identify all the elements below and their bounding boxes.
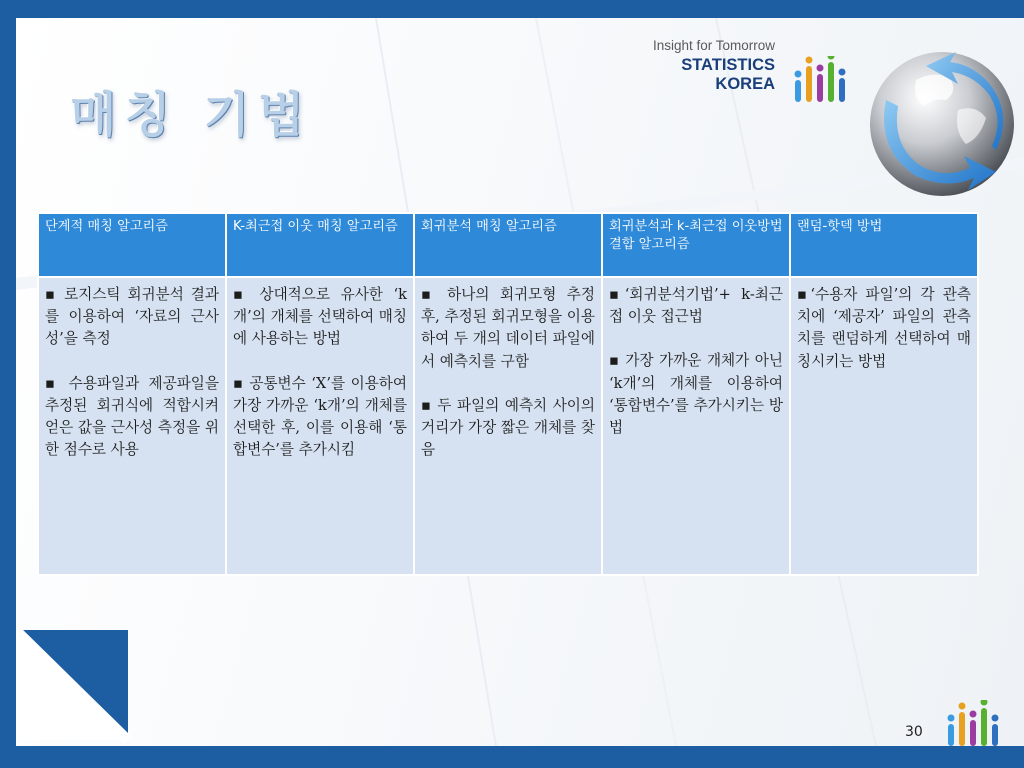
logo-dot [806,57,813,64]
logo-bar [959,712,965,746]
logo-bar [795,80,801,102]
logo-tagline: Insight for Tomorrow [652,38,775,53]
header-cell: 회귀분석과 k-최근접 이웃방법 결합 알고리즘 [603,214,789,276]
page-number: 30 [905,724,923,740]
logo-dot [828,56,835,60]
table-cell [603,278,789,574]
globe-icon [846,40,1024,210]
header-cell: 회귀분석 매칭 알고리즘 [415,214,601,276]
table-cell [415,278,601,574]
bullet-text: ▪‘수용자 파일’의 각 관측치에 ‘제공자’ 파일의 관측치를 랜덤하게 선택하여 매칭시키는 방법 [797,286,971,370]
header-cell: 단계적 매칭 알고리즘 [39,214,225,276]
table-header-row [39,214,977,276]
table-cell [791,278,977,574]
logo-dot [817,65,824,72]
bullet-text: ▪‘회귀분석기법’+ k-최근접 이웃 접근법 [609,286,783,326]
bullet-text: ▪ 하나의 회귀모형 추정 후, 추정된 회귀모형을 이용하여 두 개의 데이터 파일에서 예측치를 구함 [421,286,595,370]
logo-bar [992,724,998,746]
logo-bar [981,708,987,746]
bullet-text: ▪ 두 파일의 예측치 사이의 거리가 가장 짧은 개체를 찾음 [421,396,595,459]
header-cell: K-최근접 이웃 매칭 알고리즘 [227,214,413,276]
logo-dot [981,700,988,706]
bullet-text: ▪ 가장 가까운 개체가 아닌 ‘k개’의 개체를 이용하여 ‘통합변수’를 추가시키는 방법 [609,352,783,437]
header-cell: 랜덤-핫덱 방법 [791,214,977,276]
logo-name-line2: KOREA [715,75,775,93]
logo-bar [806,66,812,102]
logo-dot [948,715,955,722]
footer-bar-group [948,700,999,746]
logo-name-line1: STATISTICS [681,56,775,74]
table-cell [227,278,413,574]
bullet-text: ▪ 수용파일과 제공파일을 추정된 회귀식에 적합시켜 얻은 값을 근사성 측정을 위한 점수로 사용 [45,374,219,459]
statistics-korea-logo [636,36,861,106]
bullet-text: ▪ 로지스틱 회귀분석 결과를 이용하여 ‘자료의 근사성’을 측정 [45,286,219,348]
bullet-text: ▪ 공통변수 ‘X’를 이용하여 가장 가까운 ‘k개’의 개체를 선택한 후, 이를 이용해 ‘통합변수’를 추가시킴 [233,374,407,459]
logo-bar [817,74,823,102]
logo-dot [839,69,846,76]
logo-bar [948,724,954,746]
logo-bar-group [795,56,846,102]
logo-bar [970,720,976,746]
logo-bar [828,62,834,102]
corner-triangle-decoration [16,630,136,746]
logo-bar [839,78,845,102]
matching-methods-table [37,212,979,576]
logo-dot [959,703,966,710]
footer-logo-bars-icon [946,700,1016,746]
page-title: 매칭 기법 [70,87,313,143]
table-cell [39,278,225,574]
logo-dot [795,71,802,78]
table-row [39,278,977,574]
logo-bars-icon [793,56,853,106]
logo-dot [992,715,999,722]
bullet-text: ▪ 상대적으로 유사한 ‘k개’의 개체를 선택하여 매칭에 사용하는 방법 [233,286,407,348]
logo-dot [970,711,977,718]
